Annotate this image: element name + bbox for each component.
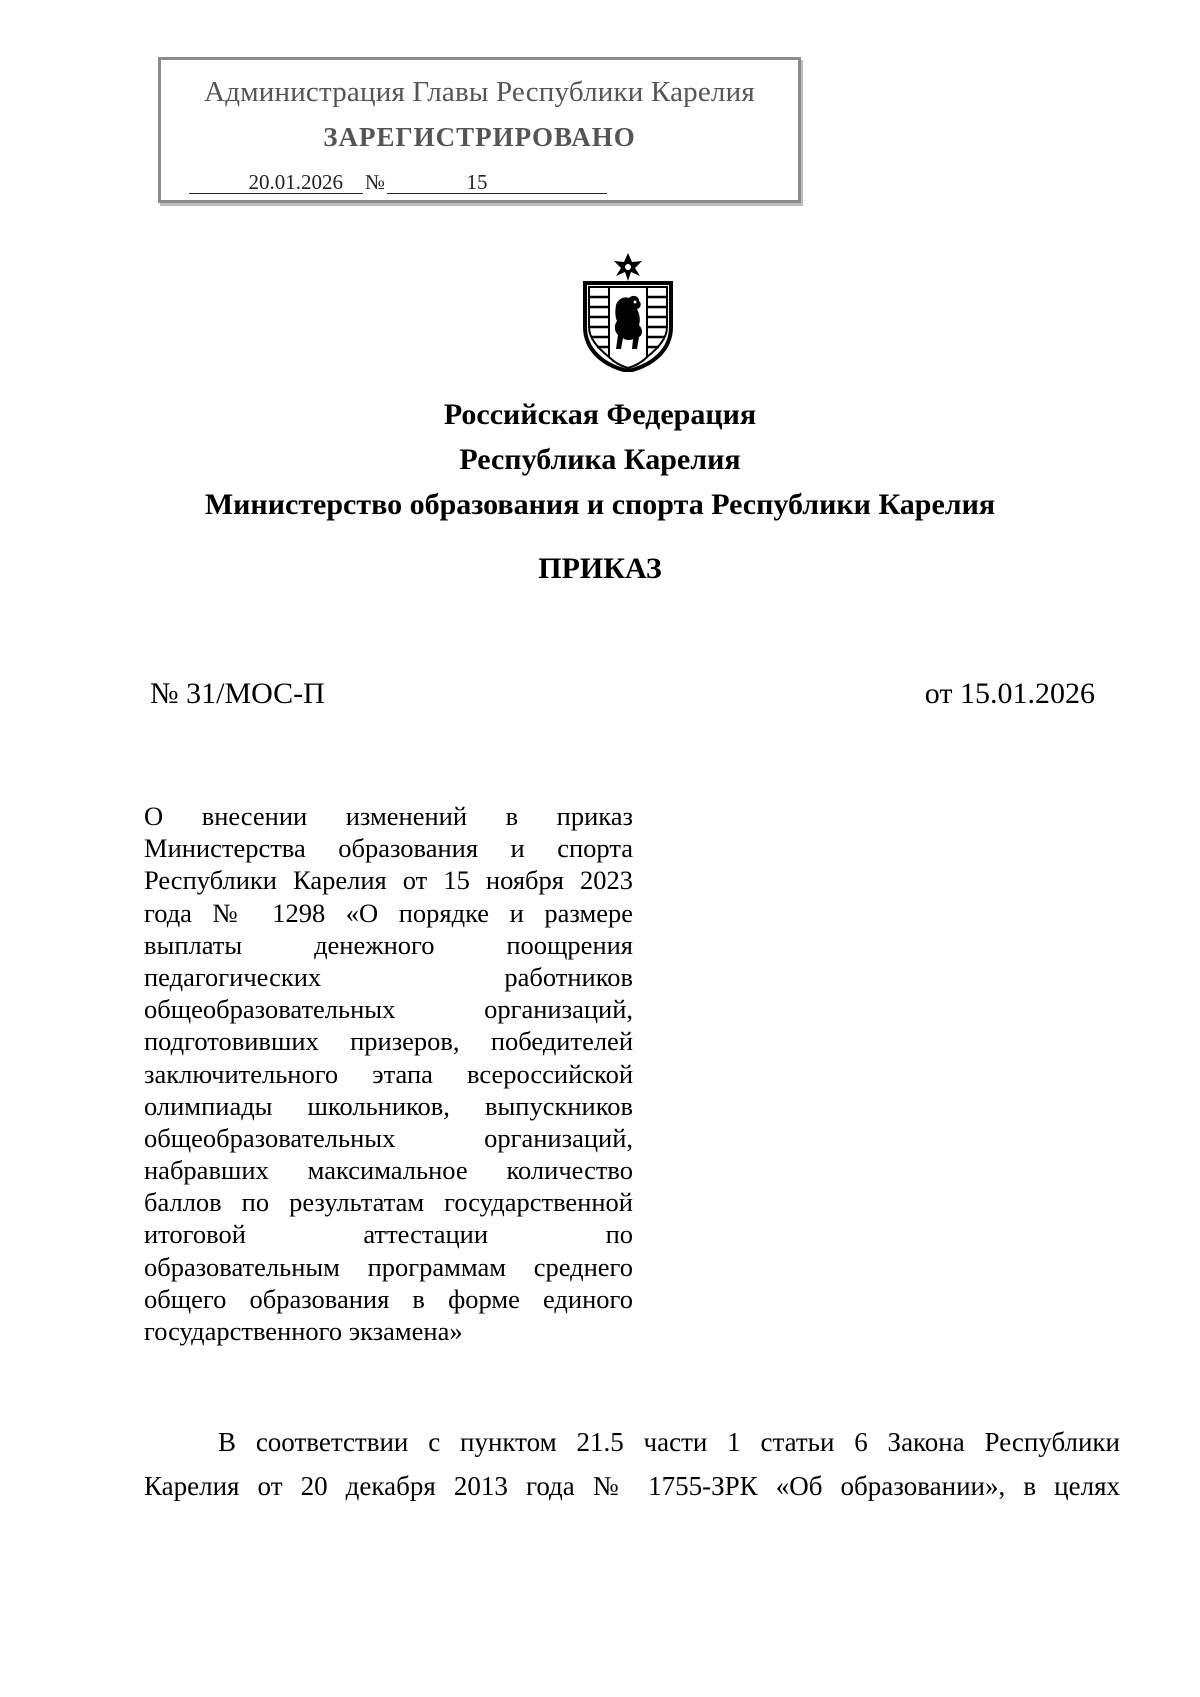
body-line: В соответствии с пунктом 21.5 части 1 статьи 6 Закона Республики: [218, 1427, 1120, 1457]
subject-line: заключительного этапа всероссийской: [144, 1058, 633, 1089]
subject-line: О внесении изменений в приказ: [144, 801, 633, 831]
document-type: ПРИКАЗ: [538, 552, 662, 585]
order-number: № 31/МОС-П: [150, 677, 325, 710]
stamp-number: 15: [387, 172, 607, 194]
karelia-coat-of-arms-icon: [579, 253, 677, 372]
subject-line: итоговой аттестации по: [144, 1219, 633, 1250]
subject-line: педагогических работников: [144, 961, 633, 992]
subject-line: олимпиады школьников, выпускников: [144, 1090, 633, 1121]
body-line: Карелия от 20 декабря 2013 года № 1755-ЗРК «Об образовании», в целях: [144, 1471, 1120, 1501]
subject-line: набравших максимальное количество: [144, 1155, 633, 1186]
stamp-organization: Администрация Главы Республики Карелия: [204, 76, 755, 108]
registration-stamp: [158, 57, 801, 203]
subject-line: общеобразовательных организаций,: [144, 1122, 633, 1153]
subject-line: государственного экзамена»: [144, 1316, 463, 1346]
country-title: Российская Федерация: [443, 398, 757, 431]
subject-line: Республики Карелия от 15 ноября 2023: [144, 865, 633, 896]
stamp-number-sign: №: [365, 170, 386, 194]
subject-line: выплаты денежного поощрения: [144, 929, 633, 960]
subject-line: Министерства образования и спорта: [144, 833, 633, 864]
subject-line: общеобразовательных организаций,: [144, 994, 633, 1025]
subject-line: общего образования в форме единого: [144, 1283, 633, 1314]
subject-line: образовательным программам среднего: [144, 1251, 633, 1282]
subject-line: баллов по результатам государственной: [144, 1187, 633, 1218]
republic-title: Республика Карелия: [459, 443, 741, 476]
order-subject: [144, 800, 633, 1347]
stamp-date: 20.01.2026: [189, 172, 363, 194]
subject-line: подготовивших призеров, победителей: [144, 1026, 633, 1057]
subject-line: года № 1298 «О порядке и размере: [144, 897, 633, 928]
order-date: от 15.01.2026: [924, 677, 1095, 710]
stamp-registration-row: [189, 170, 607, 195]
order-body: [144, 1420, 1120, 1508]
ministry-title: Министерство образования и спорта Республики Карелия: [204, 488, 996, 521]
stamp-status: ЗАРЕГИСТРИРОВАНО: [323, 122, 636, 152]
